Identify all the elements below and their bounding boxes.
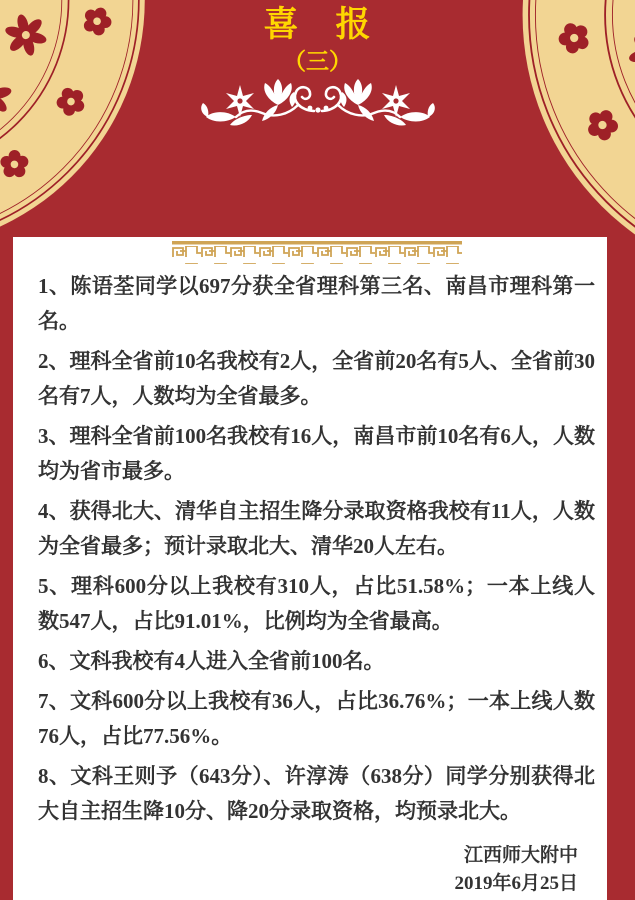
header — [0, 0, 635, 129]
page-subtitle: （三） — [283, 48, 352, 74]
school-name: 江西师大附中 — [463, 845, 578, 866]
bulletin-item: 2、理科全省前10名我校有2人，全省前20名有5人、全省前30名有7人，人数均为全省最多。 — [38, 349, 595, 408]
bulletin-item: 8、文科王则予（643分）、许淳涛（638分）同学分别获得北大自主招生降10分、降20分录取资格，均预录北大。 — [38, 764, 595, 823]
bulletin-item: 3、理科全省前100名我校有16人，南昌市前10名有6人，人数均为省市最多。 — [38, 424, 595, 483]
page-title: 喜 报 — [263, 5, 372, 44]
signature-block — [454, 842, 578, 898]
bulletin-item: 4、获得北大、清华自主招生降分录取资格我校有11人，人数为全省最多；预计录取北大、清华20人左右。 — [38, 499, 595, 558]
announcement-date: 2019年6月25日 — [454, 873, 578, 894]
fret-lattice-icon — [172, 241, 462, 264]
bulletin-item: 7、文科600分以上我校有36人，占比36.76%；一本上线人数76人，占比77.56%。 — [38, 689, 595, 748]
bulletin-item: 6、文科我校有4人进入全省前100名。 — [38, 649, 385, 673]
bulletin-item: 5、理科600分以上我校有310人，占比51.58%；一本上线人数547人，占比91.01%，比例均为全省最高。 — [38, 574, 595, 633]
bulletin-list — [38, 269, 595, 829]
floral-divider-icon — [192, 77, 444, 129]
announcement-card — [13, 237, 607, 900]
bulletin-item: 1、陈语荃同学以697分获全省理科第三名、南昌市理科第一名。 — [38, 274, 595, 333]
